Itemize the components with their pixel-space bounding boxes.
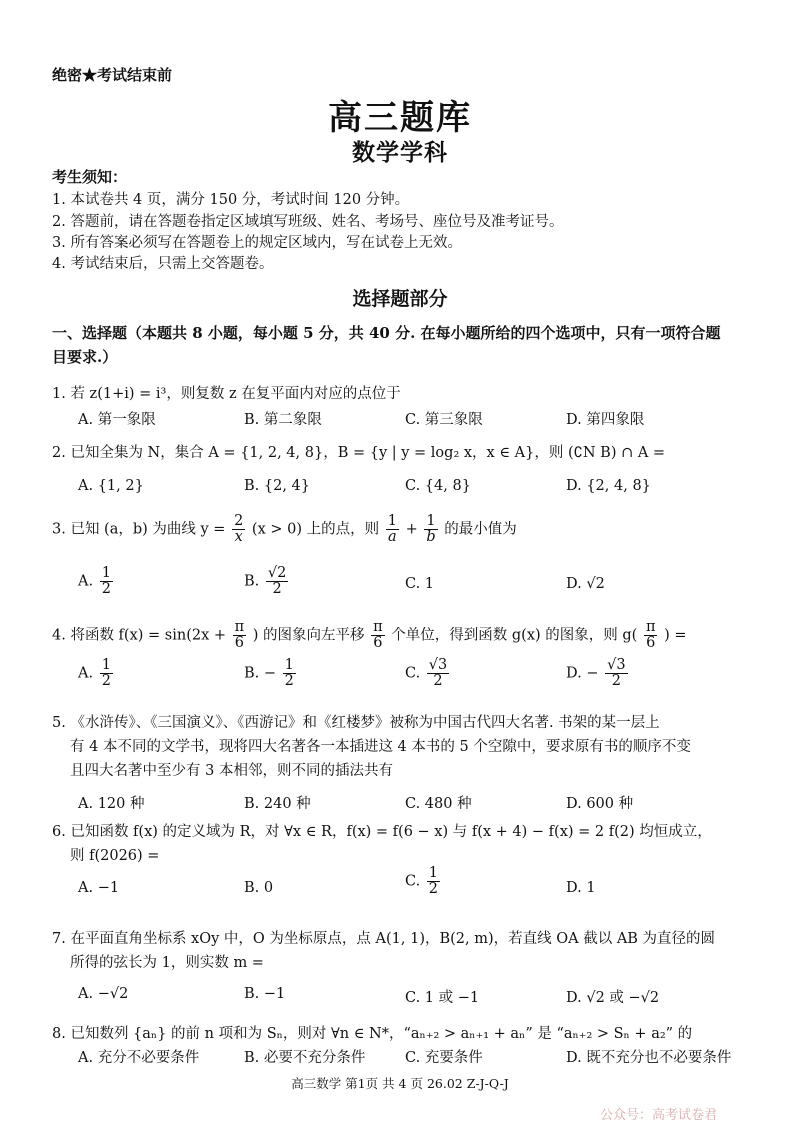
q6-option-b: B. 0: [244, 880, 274, 896]
question-4: 4. 将函数 f(x) = sin(2x + $\frac{\pi}{6}$ ) 的图象向左平移 $\frac{\pi}{6}$ 个单位，得到函数 g(x) 的图象，则 g( $\frac{\pi}{6}$ ) =: [52, 619, 687, 652]
q5-option-c: C. 480 种: [405, 796, 472, 812]
q3-option-a: A. $\frac{1}{2}$: [78, 565, 111, 598]
q1-option-d: D. 第四象限: [566, 412, 645, 428]
q6-option-a: A. −1: [78, 880, 120, 896]
q7-option-d: D. √2 或 −√2: [566, 990, 660, 1006]
question-1: 1. 若 z(1+i) = i³，则复数 z 在复平面内对应的点位于: [52, 386, 401, 402]
q1-option-a: A. 第一象限: [78, 412, 156, 428]
question-6-line1: 6. 已知函数 f(x) 的定义域为 R，对 ∀x ∈ R，f(x) = f(6 − x) 与 f(x + 4) − f(x) = 2 f(2) 均恒成立，: [52, 824, 712, 840]
q1-option-c: C. 第三象限: [405, 412, 483, 428]
q4-option-c: C. $\frac{√3}{2}$: [405, 657, 448, 690]
notice-item-3: 3. 所有答案必须写在答题卷上的规定区域内，写在试卷上无效。: [52, 235, 462, 251]
watermark: 公众号：高考试卷君: [600, 1108, 718, 1123]
q2-option-b: B. {2, 4}: [244, 478, 310, 494]
question-7-line1: 7. 在平面直角坐标系 xOy 中，O 为坐标原点，点 A(1, 1)，B(2, m)，若直线 OA 截以 AB 为直径的圆: [52, 931, 716, 947]
q8-option-d: D. 既不充分也不必要条件: [566, 1050, 732, 1066]
q3-text-mid: (x > 0) 上的点，则: [251, 521, 380, 538]
q8-option-c: C. 充要条件: [405, 1050, 483, 1066]
section-title: 选择题部分: [352, 288, 448, 310]
q6-option-c: C. $\frac{1}{2}$: [405, 865, 439, 898]
q8-option-a: A. 充分不必要条件: [78, 1050, 200, 1066]
exam-subject: 数学学科: [352, 139, 448, 166]
q3-text-pre: 3. 已知 (a，b) 为曲线 y =: [52, 521, 226, 538]
q3-option-d: D. √2: [566, 576, 605, 592]
q7-option-c: C. 1 或 −1: [405, 990, 480, 1006]
q3-option-c: C. 1: [405, 576, 435, 592]
q3-fraction-curve: $\frac{2}{x}$: [234, 513, 244, 546]
q3-option-b: B. $\frac{√2}{2}$: [244, 565, 287, 598]
question-2: 2. 已知全集为 N，集合 A = {1, 2, 4, 8}，B = {y | y = log₂ x，x ∈ A}，则 (∁N B) ∩ A =: [52, 445, 666, 461]
q5-option-a: A. 120 种: [78, 796, 145, 812]
question-6-line2: 则 f(2026) =: [70, 848, 160, 864]
notice-heading: 考生须知：: [52, 168, 128, 186]
question-5-line1: 5. 《水浒传》、《三国演义》、《西游记》和《红楼梦》被称为中国古代四大名著. 书架的某一层上: [52, 715, 660, 731]
question-3: [52, 514, 517, 545]
q5-option-b: B. 240 种: [244, 796, 311, 812]
notice-item-1: 1. 本试卷共 4 页，满分 150 分，考试时间 120 分钟。: [52, 192, 410, 208]
q5-option-d: D. 600 种: [566, 796, 634, 812]
q4-option-b: B. − $\frac{1}{2}$: [244, 657, 294, 690]
part-instructions-line1: 一、选择题（本题共 8 小题，每小题 5 分，共 40 分. 在每小题所给的四个选项中，只有一项符合题: [52, 324, 721, 342]
q8-option-b: B. 必要不充分条件: [244, 1050, 366, 1066]
q4-option-d: D. − $\frac{√3}{2}$: [566, 657, 626, 690]
q4-fraction-1: $\frac{\pi}{6}$: [234, 619, 245, 652]
q1-option-b: B. 第二象限: [244, 412, 322, 428]
question-5-line3: 且四大名著中至少有 3 本相邻，则不同的插法共有: [70, 763, 393, 779]
q4-fraction-3: $\frac{\pi}{6}$: [645, 619, 656, 652]
q7-option-b: B. −1: [244, 986, 286, 1002]
q4-fraction-2: $\frac{\pi}{6}$: [373, 619, 383, 652]
q3-fraction-b: $\frac{1}{b}$: [426, 513, 436, 546]
page-footer: 高三数学 第1页 共 4 页 26.02 Z-J-Q-J: [291, 1076, 509, 1091]
question-5-line2: 有 4 本不同的文学书，现将四大名著各一本插进这 4 本书的 5 个空隙中，要求原有书的顺序不变: [70, 739, 691, 755]
q2-option-c: C. {4, 8}: [405, 478, 471, 494]
q4-option-a: A. $\frac{1}{2}$: [78, 657, 111, 690]
notice-item-4: 4. 考试结束后，只需上交答题卷。: [52, 256, 274, 272]
q7-option-a: A. −√2: [78, 986, 129, 1002]
q3-plus: +: [405, 521, 418, 538]
q2-option-d: D. {2, 4, 8}: [566, 478, 651, 494]
q3-text-post: 的最小值为: [444, 521, 517, 538]
q6-option-d: D. 1: [566, 880, 596, 896]
part-instructions-line2: 目要求.）: [52, 348, 118, 366]
q3-fraction-a: $\frac{1}{a}$: [387, 513, 397, 546]
confidential-label: 绝密★考试结束前: [52, 66, 173, 84]
question-7-line2: 所得的弦长为 1，则实数 m =: [70, 955, 264, 971]
q2-option-a: A. {1, 2}: [78, 478, 144, 494]
notice-item-2: 2. 答题前，请在答题卷指定区域填写班级、姓名、考场号、座位号及准考证号。: [52, 214, 564, 230]
question-8: 8. 已知数列 {aₙ} 的前 n 项和为 Sₙ，则对 ∀n ∈ N*，“aₙ₊₂ > aₙ₊₁ + aₙ” 是 “aₙ₊₂ > Sₙ + a₂” 的: [52, 1026, 693, 1042]
exam-title: 高三题库: [328, 98, 472, 138]
